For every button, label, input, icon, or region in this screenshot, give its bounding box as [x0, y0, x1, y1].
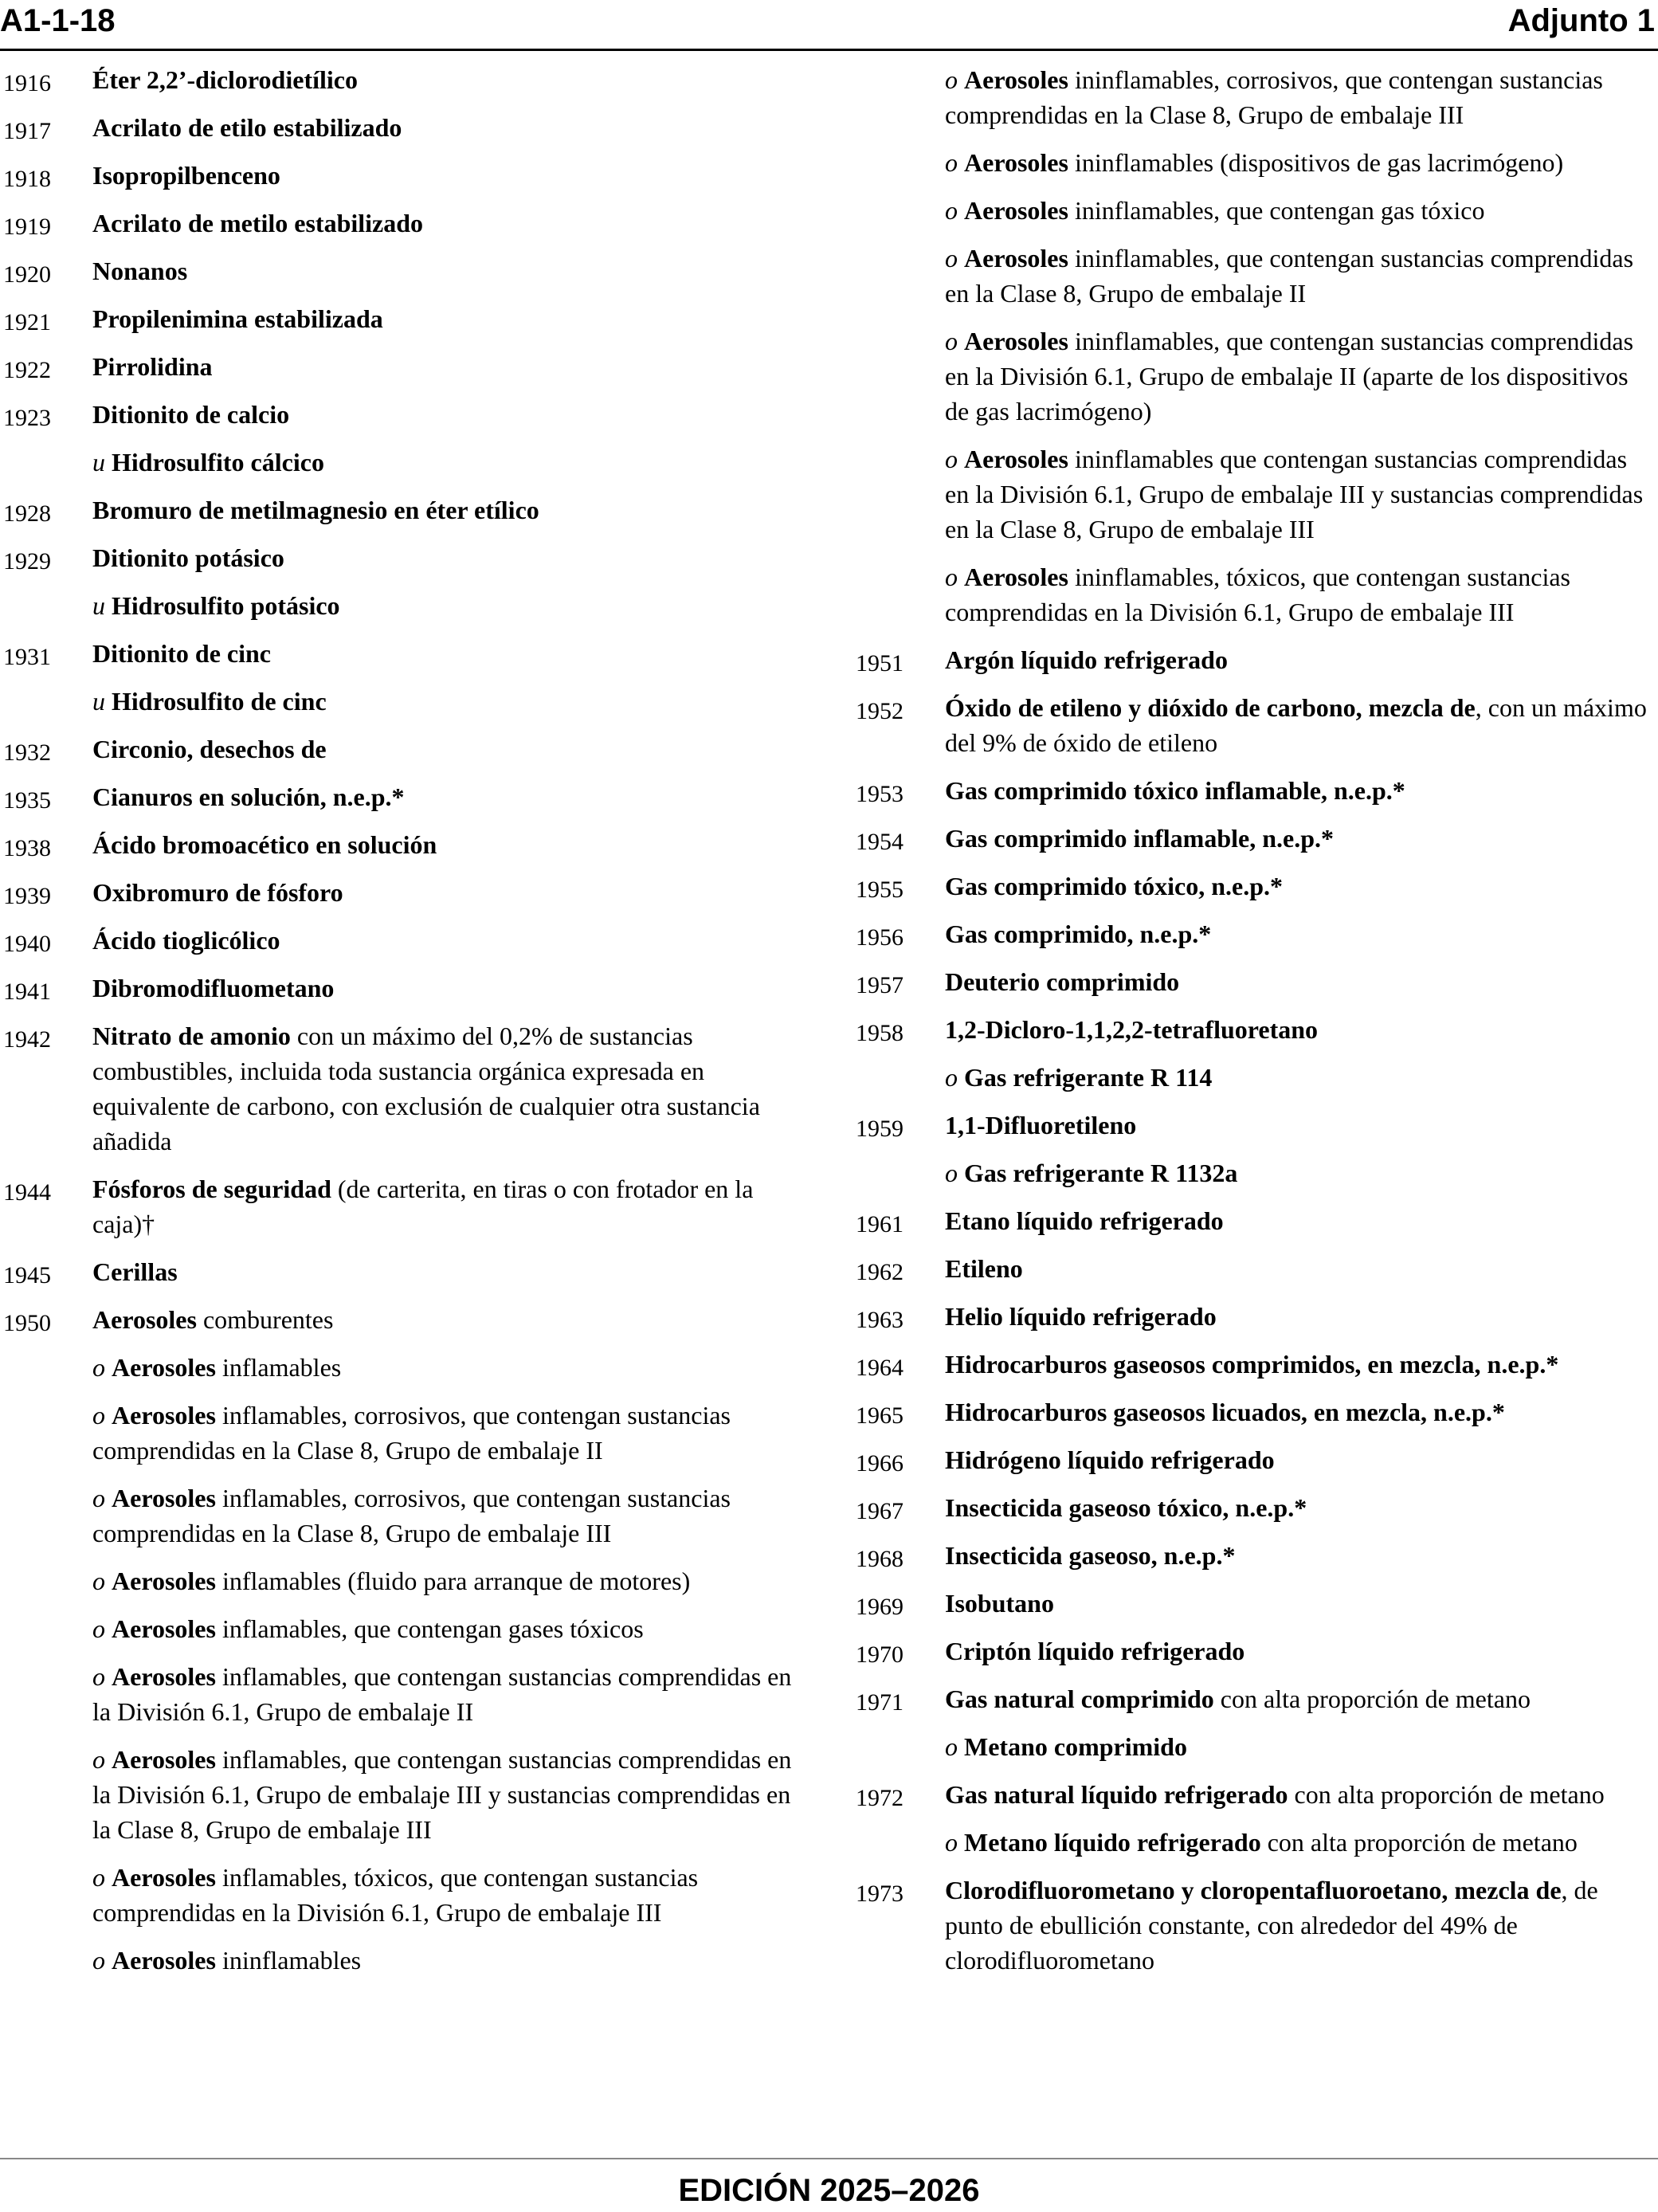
entry-text — [945, 241, 1656, 311]
substance-name: Acrilato de metilo estabilizado — [92, 209, 424, 237]
entry-text — [92, 1659, 805, 1729]
entry-text — [92, 731, 805, 767]
list-item — [853, 821, 1656, 856]
un-number: 1940 — [3, 931, 51, 957]
un-number: 1921 — [3, 309, 51, 335]
alternative-prefix: o — [945, 1732, 964, 1761]
alternative-prefix: o — [92, 1863, 112, 1892]
substance-name: Criptón líquido refrigerado — [945, 1637, 1245, 1665]
list-item — [853, 441, 1656, 547]
un-number: 1959 — [856, 1116, 903, 1142]
substance-name: Aerosoles — [112, 1567, 216, 1595]
substance-name: Aerosoles — [112, 1745, 216, 1774]
page-header — [0, 0, 1658, 51]
un-number: 1954 — [856, 829, 903, 855]
list-item — [0, 492, 805, 528]
alternative-prefix: o — [92, 1401, 112, 1430]
substance-name: Aerosoles — [112, 1353, 216, 1382]
substance-name: Aerosoles — [964, 327, 1068, 355]
substance-description: ininflamables, tóxicos, que contengan sustancias comprendidas en la División 6.1, Grupo de embalaje III — [945, 563, 1570, 626]
entry-text — [92, 1350, 805, 1385]
un-number: 1971 — [856, 1689, 903, 1716]
substance-name: 1,2-Dicloro-1,1,2,2-tetrafluoretano — [945, 1015, 1319, 1044]
entry-text — [945, 1012, 1656, 1047]
substance-description: ininflamables que contengan sustancias comprendidas en la División 6.1, Grupo de embalaje III y sustancias comprendidas en la Clase 8, Grupo de embalaje III — [945, 445, 1644, 543]
substance-name: Acrilato de etilo estabilizado — [92, 113, 402, 142]
right-column — [853, 62, 1656, 1990]
substance-name: Gas comprimido, n.e.p.* — [945, 920, 1212, 948]
substance-name: Aerosoles — [964, 196, 1068, 225]
un-number: 1919 — [3, 214, 51, 240]
substance-name: Aerosoles — [964, 148, 1068, 177]
list-item — [853, 62, 1656, 132]
entry-text — [945, 1442, 1656, 1477]
entry-text — [92, 636, 805, 671]
substance-name: Cianuros en solución, n.e.p.* — [92, 782, 405, 811]
un-number: 1916 — [3, 70, 51, 96]
un-number: 1968 — [856, 1546, 903, 1572]
list-item — [853, 1203, 1656, 1238]
page-reference: A1-1-18 — [0, 3, 116, 38]
un-number: 1939 — [3, 883, 51, 909]
entry-text — [945, 1538, 1656, 1573]
entry-text — [945, 1060, 1656, 1095]
substance-name: Circonio, desechos de — [92, 735, 327, 763]
list-item — [0, 1018, 805, 1159]
substance-description: ininflamables — [215, 1946, 362, 1975]
un-number: 1931 — [3, 644, 51, 670]
entry-text — [945, 1299, 1656, 1334]
list-item — [0, 397, 805, 432]
entry-text — [92, 253, 805, 288]
list-item — [0, 158, 805, 193]
edition-footer: EDICIÓN 2025–2026 — [678, 2173, 980, 2208]
list-item — [853, 1538, 1656, 1573]
list-item — [0, 875, 805, 910]
entry-text — [92, 1398, 805, 1468]
substance-name: Aerosoles — [112, 1662, 216, 1691]
list-item — [0, 1481, 805, 1551]
substance-name: Helio líquido refrigerado — [945, 1302, 1217, 1331]
substance-description: ininflamables, corrosivos, que contengan sustancias comprendidas en la Clase 8, Grupo de embalaje III — [945, 65, 1603, 129]
substance-name: Ditionito de calcio — [92, 400, 290, 429]
substance-name: Hidrocarburos gaseosos licuados, en mezcla, n.e.p.* — [945, 1398, 1505, 1426]
un-number: 1956 — [856, 924, 903, 951]
substance-name: Hidrosulfito potásico — [112, 591, 340, 620]
list-item — [853, 145, 1656, 180]
list-item — [0, 206, 805, 241]
entry-text — [92, 62, 805, 97]
un-number: 1962 — [856, 1259, 903, 1285]
list-item — [0, 253, 805, 288]
substance-name: Hidrosulfito de cinc — [112, 687, 327, 716]
entry-text — [945, 1681, 1656, 1716]
substance-name: Isopropilbenceno — [92, 161, 280, 190]
alternative-prefix: o — [945, 244, 964, 273]
alternative-prefix: u — [92, 591, 112, 620]
un-number: 1941 — [3, 979, 51, 1005]
alternative-prefix: o — [92, 1353, 112, 1382]
un-number: 1963 — [856, 1307, 903, 1333]
alternative-prefix: o — [92, 1662, 112, 1691]
entry-text — [945, 441, 1656, 547]
substance-name: Hidrosulfito cálcico — [112, 448, 324, 477]
list-item — [853, 916, 1656, 951]
entry-text — [92, 1860, 805, 1930]
list-item — [0, 923, 805, 958]
substance-name: Isobutano — [945, 1589, 1054, 1618]
entry-text — [92, 827, 805, 862]
list-item — [853, 1681, 1656, 1716]
substance-description: con alta proporción de metano — [1260, 1828, 1578, 1857]
substance-name: Metano comprimido — [964, 1732, 1187, 1761]
un-number: 1951 — [856, 650, 903, 677]
list-item — [853, 559, 1656, 629]
substance-name: Hidrógeno líquido refrigerado — [945, 1445, 1275, 1474]
substance-description: inflamables, corrosivos, que contengan sustancias comprendidas en la Clase 8, Grupo de embalaje II — [92, 1401, 731, 1465]
substance-name: Aerosoles — [964, 244, 1068, 273]
un-number: 1932 — [3, 739, 51, 766]
list-item — [853, 1777, 1656, 1812]
substance-description: inflamables, corrosivos, que contengan sustancias comprendidas en la Clase 8, Grupo de embalaje III — [92, 1484, 731, 1547]
list-item — [0, 1563, 805, 1598]
entry-text — [92, 445, 805, 480]
list-item — [0, 827, 805, 862]
substance-name: Gas comprimido inflamable, n.e.p.* — [945, 824, 1335, 853]
list-item — [853, 1634, 1656, 1669]
list-item — [0, 445, 805, 480]
substance-name: Aerosoles — [964, 65, 1068, 94]
substance-name: Ácido tioglicólico — [92, 926, 280, 955]
alternative-prefix: o — [945, 196, 964, 225]
entry-text — [945, 821, 1656, 856]
entry-text — [92, 1742, 805, 1847]
list-item — [0, 540, 805, 575]
substance-name: Cerillas — [92, 1257, 178, 1286]
substance-name: Aerosoles — [112, 1484, 216, 1512]
substance-description: inflamables, que contengan sustancias comprendidas en la División 6.1, Grupo de embalaje II — [92, 1662, 792, 1726]
substance-description: con alta proporción de metano — [1288, 1780, 1605, 1809]
entry-text — [92, 1611, 805, 1646]
entry-text — [945, 1155, 1656, 1190]
list-item — [0, 1254, 805, 1289]
list-item — [0, 1659, 805, 1729]
list-item — [853, 1060, 1656, 1095]
substance-name: Aerosoles — [964, 445, 1068, 473]
substance-description: ininflamables, que contengan gas tóxico — [1068, 196, 1485, 225]
entry-text — [92, 349, 805, 384]
entry-text — [945, 324, 1656, 429]
entry-text — [945, 773, 1656, 808]
substance-description: , de punto de ebullición constante, con alrededor del 49% de clorodifluorometano — [945, 1876, 1598, 1975]
un-number: 1958 — [856, 1020, 903, 1046]
list-item — [0, 301, 805, 336]
list-item — [853, 324, 1656, 429]
entry-text — [945, 916, 1656, 951]
entry-text — [945, 1347, 1656, 1382]
entry-text — [92, 1302, 805, 1337]
entry-text — [945, 1825, 1656, 1860]
alternative-prefix: u — [92, 448, 112, 477]
entry-text — [945, 62, 1656, 132]
un-number: 1950 — [3, 1310, 51, 1336]
entry-text — [92, 875, 805, 910]
alternative-prefix: o — [945, 148, 964, 177]
substance-name: Clorodifluorometano y cloropentafluoroetano, mezcla de — [945, 1876, 1562, 1904]
entry-text — [92, 923, 805, 958]
list-item — [853, 1299, 1656, 1334]
entry-text — [92, 110, 805, 145]
un-number: 1935 — [3, 787, 51, 814]
substance-description: ininflamables, que contengan sustancias comprendidas en la Clase 8, Grupo de embalaje II — [945, 244, 1634, 308]
list-item — [0, 971, 805, 1006]
substance-description: inflamables, tóxicos, que contengan sustancias comprendidas en la División 6.1, Grupo de embalaje III — [92, 1863, 699, 1927]
list-item — [0, 1943, 805, 1978]
list-item — [853, 1442, 1656, 1477]
substance-name: Ditionito de cinc — [92, 639, 271, 668]
un-number: 1970 — [856, 1641, 903, 1668]
entry-text — [945, 1729, 1656, 1764]
substance-name: Aerosoles — [112, 1401, 216, 1430]
un-number: 1922 — [3, 357, 51, 383]
substance-description: con alta proporción de metano — [1213, 1684, 1531, 1713]
entry-text — [945, 1634, 1656, 1669]
un-number: 1965 — [856, 1402, 903, 1429]
alternative-prefix: o — [92, 1567, 112, 1595]
substance-name: Nonanos — [92, 257, 188, 285]
un-number: 1928 — [3, 500, 51, 527]
list-item — [853, 1490, 1656, 1525]
substance-name: Deuterio comprimido — [945, 967, 1180, 996]
alternative-prefix: o — [945, 445, 964, 473]
entry-text — [92, 971, 805, 1006]
substance-name: Gas refrigerante R 114 — [964, 1063, 1213, 1092]
entry-text — [945, 1586, 1656, 1621]
substance-description: inflamables, que contengan sustancias comprendidas en la División 6.1, Grupo de embalaje III y sustancias comprendidas en la Clase 8, Grupo de embalaje III — [92, 1745, 792, 1844]
substance-description: inflamables, que contengan gases tóxicos — [215, 1614, 644, 1643]
list-item — [853, 1586, 1656, 1621]
list-item — [853, 1108, 1656, 1143]
entry-text — [92, 540, 805, 575]
entry-text — [945, 1251, 1656, 1286]
entry-text — [92, 492, 805, 528]
substance-name: Insecticida gaseoso tóxico, n.e.p.* — [945, 1493, 1307, 1522]
substance-description: inflamables (fluido para arranque de motores) — [215, 1567, 691, 1595]
alternative-prefix: o — [92, 1614, 112, 1643]
entry-text — [92, 779, 805, 814]
entry-text — [92, 158, 805, 193]
alternative-prefix: o — [945, 1063, 964, 1092]
list-item — [853, 642, 1656, 677]
alternative-prefix: o — [92, 1745, 112, 1774]
un-number: 1929 — [3, 548, 51, 575]
list-item — [0, 684, 805, 719]
un-number: 1957 — [856, 972, 903, 998]
substance-description: con un máximo del 0,2% de sustancias combustibles, incluida toda sustancia orgánica expresada en equivalente de carbono, con exclusión de cualquier otra sustancia añadida — [92, 1022, 760, 1155]
substance-name: Dibromodifluometano — [92, 974, 335, 1002]
substance-name: Fósforos de seguridad — [92, 1175, 331, 1203]
alternative-prefix: o — [92, 1946, 112, 1975]
entry-text — [92, 301, 805, 336]
entry-text — [945, 964, 1656, 999]
un-number: 1923 — [3, 405, 51, 431]
substance-name: Gas comprimido tóxico inflamable, n.e.p.* — [945, 776, 1405, 805]
entry-text — [945, 1108, 1656, 1143]
list-item — [0, 349, 805, 384]
entry-text — [92, 1171, 805, 1241]
un-number: 1952 — [856, 698, 903, 724]
substance-name: Etileno — [945, 1254, 1023, 1283]
entry-text — [945, 145, 1656, 180]
list-item — [853, 1251, 1656, 1286]
alternative-prefix: o — [945, 563, 964, 591]
substance-description: ininflamables, que contengan sustancias comprendidas en la División 6.1, Grupo de embalaje II (aparte de los dispositivos de gas lacrimógeno) — [945, 327, 1634, 426]
substance-name: Aerosoles — [112, 1614, 216, 1643]
alternative-prefix: o — [945, 1828, 964, 1857]
alternative-prefix: o — [92, 1484, 112, 1512]
substance-description: inflamables — [215, 1353, 342, 1382]
list-item — [853, 1873, 1656, 1978]
attachment-label: Adjunto 1 — [1507, 3, 1655, 38]
substance-name: Gas refrigerante R 1132a — [964, 1159, 1238, 1187]
entry-text — [945, 869, 1656, 904]
entry-text — [92, 1481, 805, 1551]
substance-name: Óxido de etileno y dióxido de carbono, mezcla de — [945, 693, 1476, 722]
substance-name: Gas natural comprimido — [945, 1684, 1214, 1713]
substance-description: comburentes — [196, 1305, 334, 1334]
list-item — [853, 1155, 1656, 1190]
un-number: 1969 — [856, 1594, 903, 1620]
substance-name: Aerosoles — [92, 1305, 197, 1334]
un-number: 1945 — [3, 1262, 51, 1288]
list-item — [853, 869, 1656, 904]
entry-text — [945, 1394, 1656, 1430]
un-number: 1967 — [856, 1498, 903, 1524]
entry-text — [945, 642, 1656, 677]
substance-name: Bromuro de metilmagnesio en éter etílico — [92, 496, 539, 524]
substance-name: Nitrato de amonio — [92, 1022, 291, 1050]
list-item — [853, 1347, 1656, 1382]
substance-name: Etano líquido refrigerado — [945, 1206, 1224, 1235]
entry-text — [92, 1254, 805, 1289]
substance-name: Éter 2,2’-diclorodietílico — [92, 65, 358, 94]
un-number: 1955 — [856, 877, 903, 903]
alternative-prefix: u — [92, 687, 112, 716]
list-item — [0, 731, 805, 767]
left-column — [0, 62, 805, 1990]
substance-name: Insecticida gaseoso, n.e.p.* — [945, 1541, 1236, 1570]
substance-name: Ácido bromoacético en solución — [92, 830, 437, 859]
entry-text — [92, 397, 805, 432]
substance-description: (de carterita, en tiras o con frotador en la caja)† — [92, 1175, 754, 1238]
substance-name: Hidrocarburos gaseosos comprimidos, en mezcla, n.e.p.* — [945, 1350, 1559, 1379]
list-item — [0, 110, 805, 145]
list-item — [0, 1350, 805, 1385]
un-number: 1961 — [856, 1211, 903, 1237]
list-item — [853, 193, 1656, 228]
entry-text — [92, 1563, 805, 1598]
entry-text — [92, 684, 805, 719]
entry-text — [92, 206, 805, 241]
list-item — [853, 241, 1656, 311]
footer-divider — [0, 2158, 1658, 2159]
entry-text — [92, 1943, 805, 1978]
substance-name: Aerosoles — [112, 1946, 216, 1975]
un-number: 1964 — [856, 1355, 903, 1381]
list-item — [853, 1394, 1656, 1430]
list-item — [853, 1729, 1656, 1764]
un-number: 1917 — [3, 118, 51, 144]
entry-text — [92, 588, 805, 623]
list-item — [0, 1611, 805, 1646]
substance-name: Oxibromuro de fósforo — [92, 878, 343, 907]
alternative-prefix: o — [945, 1159, 964, 1187]
substance-name: Argón líquido refrigerado — [945, 645, 1228, 674]
substance-name: Gas natural líquido refrigerado — [945, 1780, 1288, 1809]
entry-text — [92, 1018, 805, 1159]
list-item — [0, 1742, 805, 1847]
substance-name: Propilenimina estabilizada — [92, 304, 383, 333]
list-item — [0, 636, 805, 671]
list-item — [0, 1171, 805, 1241]
substance-name: Aerosoles — [964, 563, 1068, 591]
entry-text — [945, 1873, 1656, 1978]
substance-name: Ditionito potásico — [92, 543, 284, 572]
list-item — [0, 1398, 805, 1468]
alternative-prefix: o — [945, 65, 964, 94]
list-item — [0, 62, 805, 97]
un-number: 1973 — [856, 1881, 903, 1907]
entry-text — [945, 559, 1656, 629]
un-number: 1972 — [856, 1785, 903, 1811]
list-item — [0, 779, 805, 814]
list-item — [0, 1860, 805, 1930]
list-item — [853, 690, 1656, 760]
substance-name: Gas comprimido tóxico, n.e.p.* — [945, 872, 1283, 900]
list-item — [0, 588, 805, 623]
entry-text — [945, 690, 1656, 760]
substance-name: Pirrolidina — [92, 352, 213, 381]
substance-description: , con un máximo del 9% de óxido de etileno — [945, 693, 1647, 757]
substance-description: ininflamables (dispositivos de gas lacrimógeno) — [1068, 148, 1564, 177]
list-item — [853, 1012, 1656, 1047]
list-item — [853, 964, 1656, 999]
substance-name: Aerosoles — [112, 1863, 216, 1892]
list-item — [853, 1825, 1656, 1860]
un-number: 1942 — [3, 1026, 51, 1053]
substance-name: 1,1-Difluoretileno — [945, 1111, 1137, 1139]
un-number: 1918 — [3, 166, 51, 192]
list-item — [853, 773, 1656, 808]
entry-text — [945, 1203, 1656, 1238]
list-item — [0, 1302, 805, 1337]
un-number: 1966 — [856, 1450, 903, 1477]
un-number: 1953 — [856, 781, 903, 807]
entry-text — [945, 1777, 1656, 1812]
un-number: 1938 — [3, 835, 51, 861]
un-number: 1944 — [3, 1179, 51, 1206]
un-number: 1920 — [3, 261, 51, 288]
entry-text — [945, 193, 1656, 228]
entry-text — [945, 1490, 1656, 1525]
alternative-prefix: o — [945, 327, 964, 355]
substance-name: Metano líquido refrigerado — [964, 1828, 1261, 1857]
